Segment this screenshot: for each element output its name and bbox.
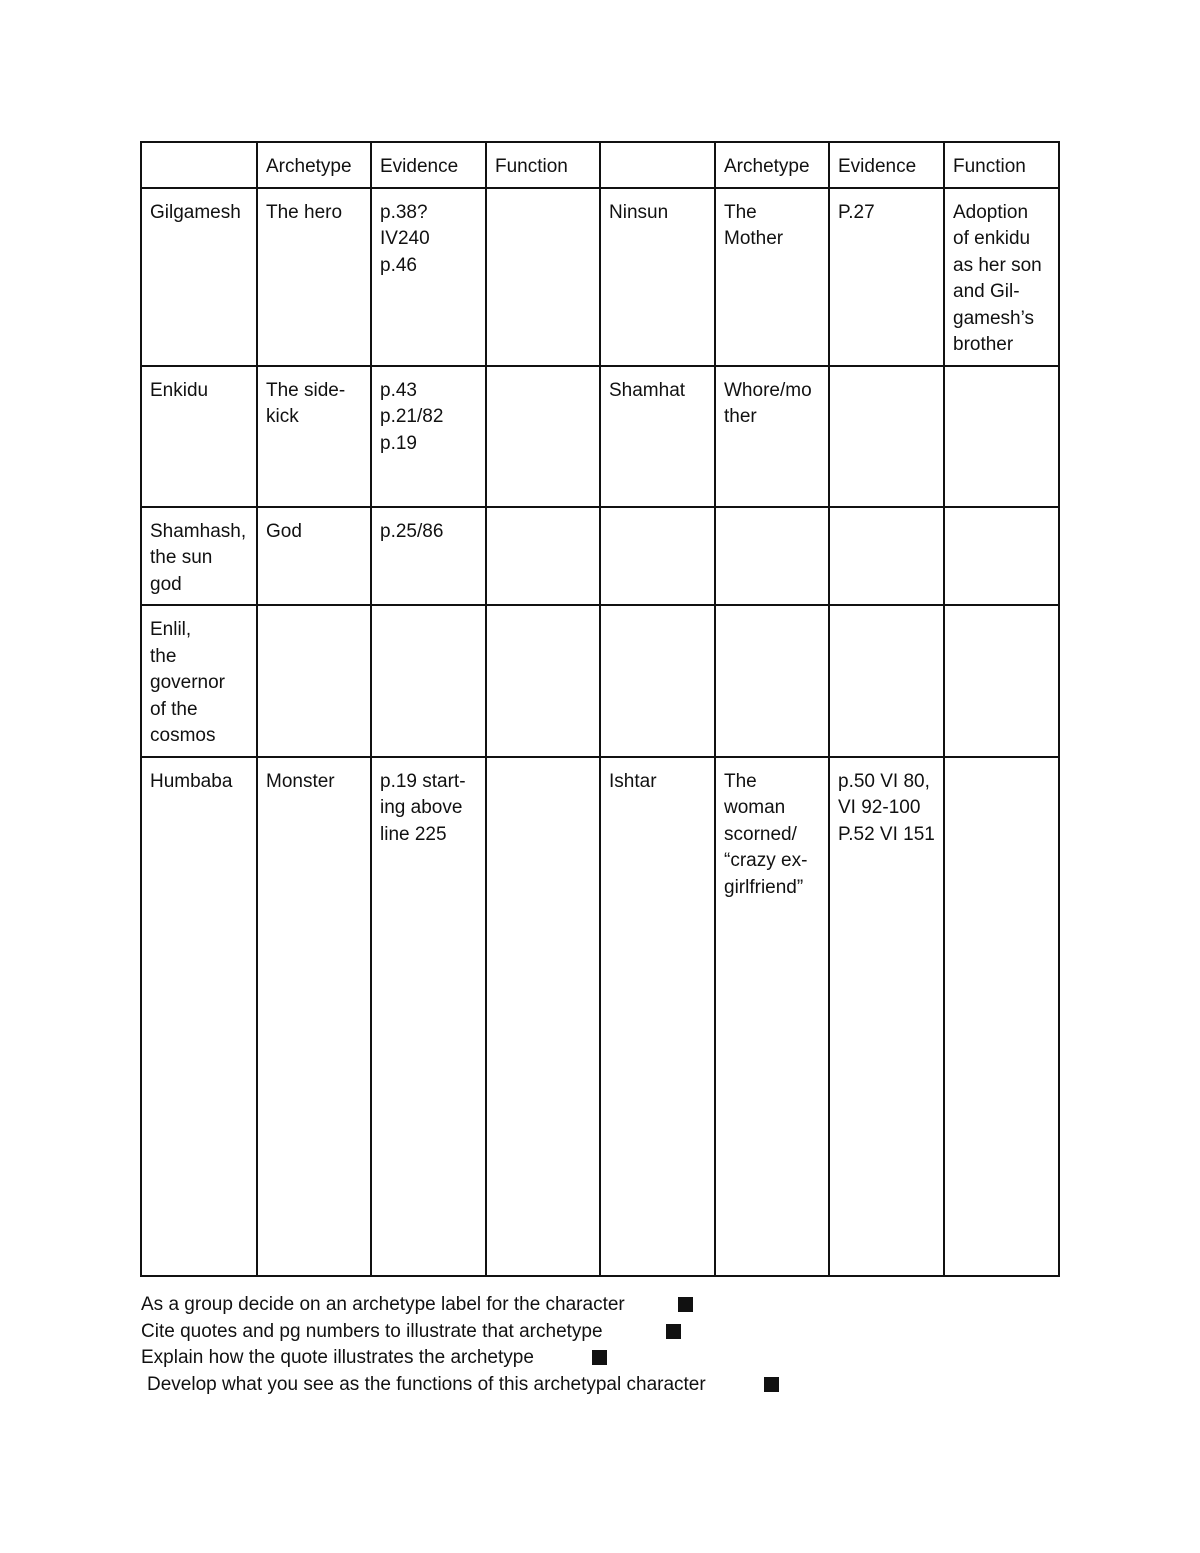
table-cell: p.50 VI 80, VI 92-100 P.52 VI 151 [829,757,944,1276]
table-cell [600,605,715,757]
table-cell [486,757,600,1276]
table-cell [944,507,1059,606]
table-cell [486,366,600,507]
table-row [141,605,1059,757]
table-cell: Shamhash, the sun god [141,507,257,606]
table-row [141,188,1059,366]
checklist-item [141,1292,841,1319]
table-cell: Enkidu [141,366,257,507]
table-cell [715,507,829,606]
checklist-item-text: Cite quotes and pg numbers to illustrate that archetype [141,1320,603,1342]
header-cell-evidence: Evidence [371,142,486,188]
archetype-table [140,141,1060,1277]
table-row [141,757,1059,1276]
table-cell [944,366,1059,507]
table-row [141,366,1059,507]
header-cell [141,142,257,188]
checklist-item-text: As a group decide on an archetype label for the character [141,1294,625,1315]
table-cell [371,605,486,757]
checklist-item [141,1345,841,1372]
table-cell [600,507,715,606]
header-cell [600,142,715,188]
table-cell: p.38? IV240 p.46 [371,188,486,366]
table-cell [257,605,371,757]
table-cell [944,605,1059,757]
table-cell [715,605,829,757]
header-cell-evidence: Evidence [829,142,944,188]
header-cell-function: Function [944,142,1059,188]
table-cell [944,757,1059,1276]
table-cell: Enlil, the governor of the cosmos [141,605,257,757]
header-cell-function: Function [486,142,600,188]
table-cell: Ishtar [600,757,715,1276]
table-cell: P.27 [829,188,944,366]
table-cell [829,605,944,757]
filled-square-icon [666,1324,681,1339]
table-cell [829,507,944,606]
table-cell [486,188,600,366]
table-cell [486,605,600,757]
filled-square-icon [678,1297,693,1312]
table-cell: Gilgamesh [141,188,257,366]
table-cell: p.19 start- ing above line 225 [371,757,486,1276]
header-cell-archetype: Archetype [257,142,371,188]
instructions-checklist [141,1292,841,1398]
table-header-row [141,142,1059,188]
checklist-item-text: Develop what you see as the functions of this archetypal character [147,1373,706,1395]
table-cell: Humbaba [141,757,257,1276]
table-cell: Whore/mo ther [715,366,829,507]
checklist-item-text: Explain how the quote illustrates the archetype [141,1347,534,1368]
filled-square-icon [764,1377,779,1392]
table-cell: p.25/86 [371,507,486,606]
checklist-item [141,1372,841,1399]
table-cell: Shamhat [600,366,715,507]
header-cell-archetype: Archetype [715,142,829,188]
table-cell: The side- kick [257,366,371,507]
table-cell: God [257,507,371,606]
table-row [141,507,1059,606]
table-cell: Monster [257,757,371,1276]
table-cell: p.43 p.21/82 p.19 [371,366,486,507]
table-cell: Ninsun [600,188,715,366]
table-cell [486,507,600,606]
table-cell [829,366,944,507]
checklist-item [141,1319,841,1346]
table-cell: The hero [257,188,371,366]
table-cell: Adoption of enkidu as her son and Gil- gamesh’s brother [944,188,1059,366]
table-cell: The woman scorned/ “crazy ex- girlfriend” [715,757,829,1276]
table-cell: The Mother [715,188,829,366]
filled-square-icon [592,1350,607,1365]
